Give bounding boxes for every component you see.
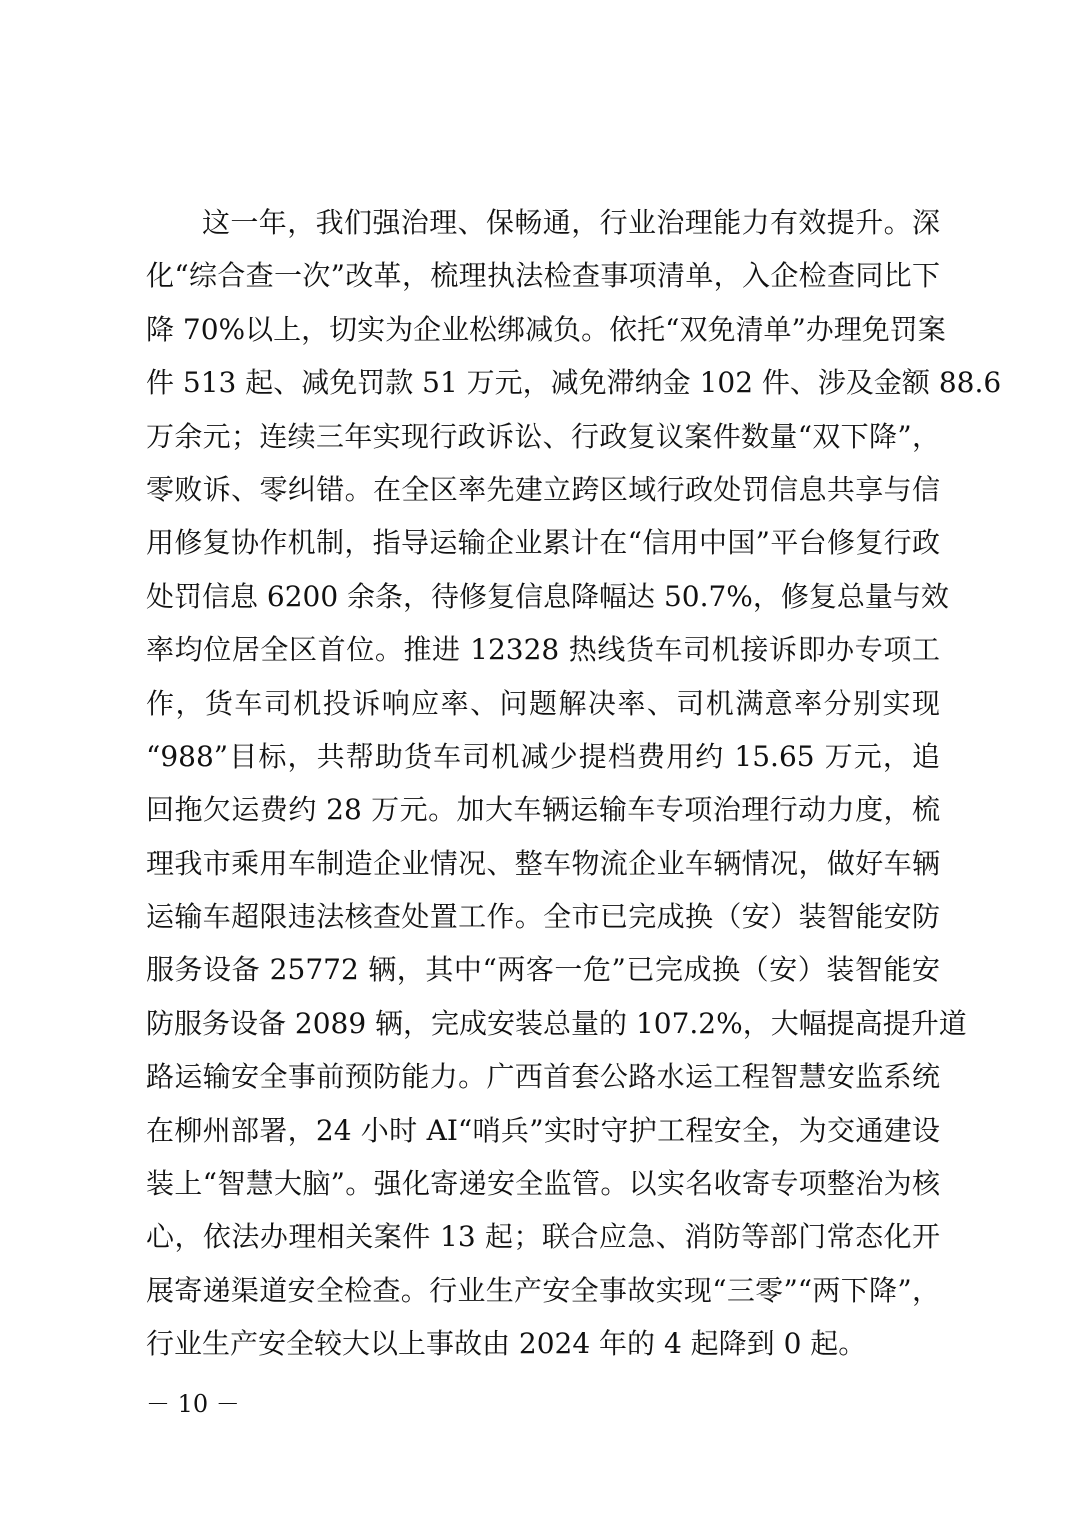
text-line: 运输车超限违法核查处置工作。全市已完成换（安）装智能安防: [146, 900, 940, 934]
text-line: 理我市乘用车制造企业情况、整车物流企业车辆情况，做好车辆: [146, 846, 940, 880]
text-line: 件 513 起、减免罚款 51 万元，减免滞纳金 102 件、涉及金额 88.6: [146, 366, 1002, 400]
text-line: 展寄递渠道安全检查。行业生产安全事故实现“三零”“两下降”，: [146, 1273, 940, 1307]
text-line: 防服务设备 2089 辆，完成安装总量的 107.2%，大幅提高提升道: [146, 1006, 967, 1040]
text-line: “988”目标，共帮助货车司机减少提档费用约 15.65 万元，追: [146, 739, 940, 773]
text-line: 服务设备 25772 辆，其中“两客一危”已完成换（安）装智能安: [146, 953, 940, 987]
text-line: 零败诉、零纠错。在全区率先建立跨区域行政处罚信息共享与信: [146, 472, 940, 506]
text-line: 化“综合查一次”改革，梳理执法检查事项清单，入企检查同比下: [146, 259, 940, 293]
text-line: 这一年，我们强治理、保畅通，行业治理能力有效提升。深: [202, 206, 940, 239]
text-line: 用修复协作机制，指导运输企业累计在“信用中国”平台修复行政: [146, 526, 940, 560]
body-paragraph: [146, 196, 1002, 1371]
text-line: 路运输安全事前预防能力。广西首套公路水运工程智慧安监系统: [146, 1060, 940, 1094]
text-line: 心，依法办理相关案件 13 起；联合应急、消防等部门常态化开: [146, 1220, 940, 1254]
text-line: 率均位居全区首位。推进 12328 热线货车司机接诉即办专项工: [146, 633, 940, 667]
text-line: 作，货车司机投诉响应率、问题解决率、司机满意率分别实现: [146, 686, 940, 720]
text-line: 回拖欠运费约 28 万元。加大车辆运输车专项治理行动力度，梳: [146, 793, 940, 827]
text-line: 在柳州部署，24 小时 AI“哨兵”实时守护工程安全，为交通建设: [146, 1113, 940, 1147]
text-line: 装上“智慧大脑”。强化寄递安全监管。以实名收寄专项整治为核: [146, 1167, 940, 1201]
text-line: 行业生产安全较大以上事故由 2024 年的 4 起降到 0 起。: [146, 1327, 867, 1361]
text-line: 万余元；连续三年实现行政诉讼、行政复议案件数量“双下降”，: [146, 419, 940, 453]
text-line: 处罚信息 6200 余条，待修复信息降幅达 50.7%，修复总量与效: [146, 579, 949, 613]
text-line: 降 70%以上，切实为企业松绑减负。依托“双免清单”办理免罚案: [146, 312, 946, 346]
page-number: － 10 －: [146, 1390, 240, 1418]
